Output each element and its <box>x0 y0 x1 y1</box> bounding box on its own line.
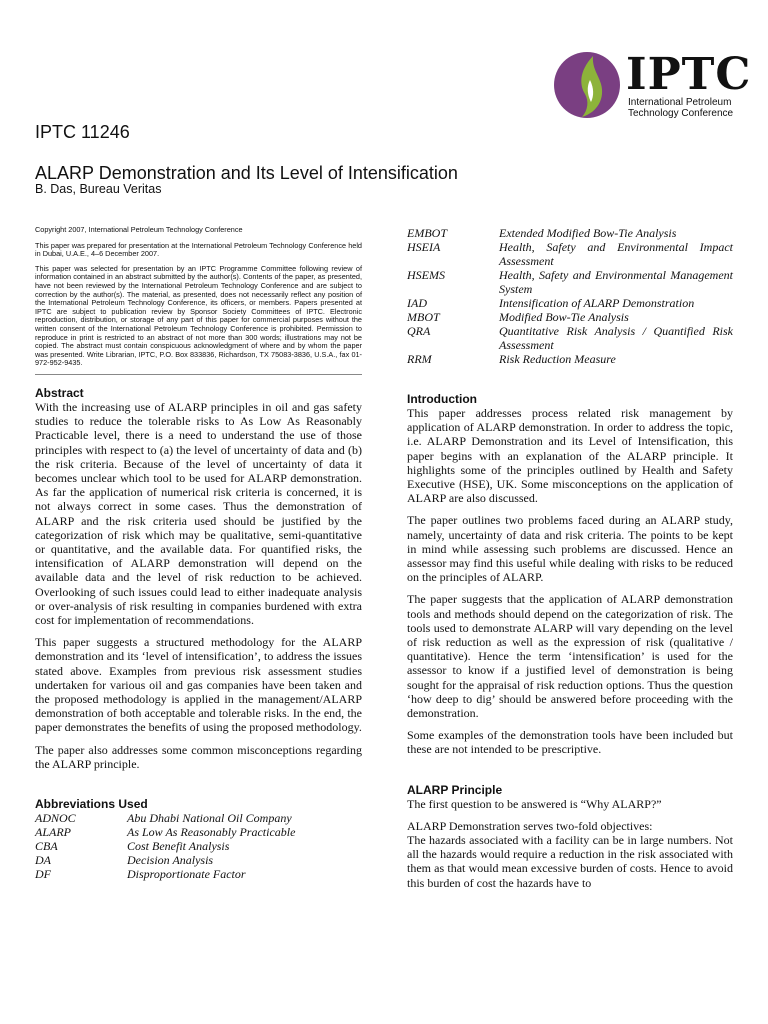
review-notice: This paper was selected for presentation by an IPTC Programme Committee following review of information contained in an abstract submitted by the author(s). Contents of the paper, as presented, have not been reviewed by the International Petroleum Technology Conference and are subject to correction by the author(s). The material, as presented, does not necessarily reflect any position of the International Petroleum Technology Conference, its officers, or members. Papers presented at IPTC are subject to publication review by Sponsor Society Committees of IPTC. Electronic reproduction, distribution, or storage of any part of this paper for commercial purposes without the written consent of the International Petroleum Technology Conference is prohibited. Permission to reproduce in print is restricted to an abstract of not more than 300 words; illustrations may not be copied. The abstract must contain conspicuous acknowledgment of where and by whom the paper was presented. Write Librarian, IPTC, P.O. Box 833836, Richardson, TX 75083-3836, U.S.A., fax 01-972-952-9435. <box>35 263 362 368</box>
abstract-paragraph: The paper also addresses some common misconceptions regarding the ALARP principle. <box>35 742 362 771</box>
table-row <box>407 310 733 324</box>
abbr-term: EMBOT <box>407 226 447 240</box>
alarp-principle-heading: ALARP Principle <box>407 782 503 797</box>
introduction-paragraph: The paper suggests that the application of ALARP demonstration tools and methods should depend on the categorization of risk. The tools used to demonstrate ALARP will vary depending on the level of risk reduction as well as the expression of risk (qualitative / quantitative). Hence the term ‘intensification’ is used for the assessor to know if a justified level of demonstration is being sought for the appraisal of risk reduction options. Thus the question ‘how deep to dig’ should be answered before proceeding with the demonstration. <box>407 592 733 721</box>
abbr-meaning: Health, Safety and Environmental Management System <box>499 268 733 296</box>
left-column <box>35 226 362 881</box>
introduction-paragraph: Some examples of the demonstration tools have been included but these are not intended to be prescriptive. <box>407 728 733 757</box>
table-row <box>407 324 733 352</box>
table-row <box>35 853 362 867</box>
abbr-meaning: Cost Benefit Analysis <box>127 838 230 853</box>
table-row <box>407 352 733 366</box>
copyright-notice: Copyright 2007, International Petroleum Technology Conference <box>35 225 243 234</box>
logo-subtitle-line1: International Petroleum <box>628 97 732 108</box>
alarp-paragraph: The hazards associated with a facility can be in large numbers. Not all the hazards would require a reduction in the risk associated with them as that would mean excessive burden of costs. Hence to avoid this burden of cost the hazards have to <box>407 833 733 890</box>
iptc-flame-icon <box>552 50 622 120</box>
introduction-heading: Introduction <box>407 392 477 406</box>
paper-title: ALARP Demonstration and Its Level of Intensification <box>35 163 458 183</box>
abbr-term: HSEMS <box>407 268 445 282</box>
abbr-meaning: Intensification of ALARP Demonstration <box>499 296 695 310</box>
divider <box>35 374 362 375</box>
abbr-term: DF <box>35 866 51 881</box>
table-row <box>35 825 362 839</box>
abbr-meaning: Decision Analysis <box>127 852 214 867</box>
abbr-meaning: Extended Modified Bow-Tie Analysis <box>499 226 677 240</box>
abbr-meaning: Disproportionate Factor <box>127 866 246 881</box>
abbr-term: ADNOC <box>35 810 76 825</box>
abbr-term: DA <box>35 852 51 867</box>
abbr-term: MBOT <box>407 310 440 324</box>
abbreviations-heading: Abbreviations Used <box>35 796 148 811</box>
table-row <box>35 811 362 825</box>
abbr-term: ALARP <box>35 824 71 839</box>
introduction-paragraph: The paper outlines two problems faced during an ALARP study, namely, uncertainty of data and risk criteria. The points to be kept in mind while assessing such problems are discussed. Hence an assessor may find this useful while dealing with risks to be reduced on the principles of ALARP. <box>407 513 733 585</box>
introduction-paragraph: This paper addresses process related risk management by application of ALARP demonstration. In order to address the topic, i.e. ALARP Demonstration and its Level of Intensification, this paper begins with an explanation of the ALARP principle. It highlights some of the principles outlined by Health and Safety Executive (HSE), UK. Some misconceptions on the application of ALARP are also discussed. <box>407 406 733 506</box>
abbr-meaning: Health, Safety and Environmental Impact Assessment <box>499 240 733 268</box>
abbr-term: QRA <box>407 324 431 338</box>
logo-wordmark: IPTC <box>626 49 752 100</box>
alarp-paragraph: The first question to be answered is “Why ALARP?” <box>407 796 662 811</box>
abbr-term: CBA <box>35 838 58 853</box>
abstract-paragraph: This paper suggests a structured methodology for the ALARP demonstration and its ‘level of intensification’, to address the issues stated above. Examples from previous risk assessment studies undertaken for various oil and gas companies have been taken and the proposed methodology is applied in the management/ALARP demonstration of both acceptable and tolerable risks. In the end, the paper demonstrates the benefits of using the proposed methodology. <box>35 635 362 735</box>
paper-authors: B. Das, Bureau Veritas <box>35 182 162 196</box>
table-row <box>407 296 733 310</box>
table-row <box>407 268 733 296</box>
abbreviations-table-left <box>35 811 362 881</box>
alarp-paragraph: ALARP Demonstration serves two-fold objectives: <box>407 818 653 833</box>
paper-id: IPTC 11246 <box>35 122 130 142</box>
presentation-notice: This paper was prepared for presentation at the International Petroleum Technology Conference held in Dubai, U.A.E., 4–6 December 2007. <box>35 240 362 259</box>
abbr-meaning: Risk Reduction Measure <box>499 352 616 366</box>
table-row <box>35 839 362 853</box>
table-row <box>407 240 733 268</box>
abbr-meaning: Quantitative Risk Analysis / Quantified Risk Assessment <box>499 324 733 352</box>
abstract-heading: Abstract <box>35 385 84 400</box>
abbr-term: IAD <box>407 296 427 310</box>
abbr-meaning: Abu Dhabi National Oil Company <box>127 810 292 825</box>
right-column <box>407 226 733 898</box>
abbr-term: RRM <box>407 352 432 366</box>
abbr-meaning: Modified Bow-Tie Analysis <box>499 310 629 324</box>
abstract-paragraph: With the increasing use of ALARP principles in oil and gas safety studies to reduce the tolerable risks to As Low As Reasonably Practicable level, there is a need to understand the use of those principles with respect to (a) the level of uncertainty of data and (b) the risk criteria. Because of the level of uncertainty of data it becomes unclear which tool to be used for ALARP demonstration. As far the application of numerical risk criteria is concerned, it is not always correct in some cases. Thus the demonstration of ALARP and the risk criteria used should be justified by the categorization of risk which may be qualitative, semi-quantitative or quantitative, and the available data. For quantified risks, the intensification of ALARP demonstration will depend on the available data and the level of risk reduction to be achieved. Overlooking of such issues could lead to either inadequate analysis or over-analysis of risk resulting in companies burdened with extra cost for implementation of recommendations. <box>35 399 362 627</box>
iptc-logo <box>552 49 752 120</box>
table-row <box>407 226 733 240</box>
table-row <box>35 867 362 881</box>
abbr-term: HSEIA <box>407 240 441 254</box>
abbr-meaning: As Low As Reasonably Practicable <box>127 824 296 839</box>
abbreviations-table-right <box>407 226 733 366</box>
logo-subtitle-line2: Technology Conference <box>628 108 734 119</box>
